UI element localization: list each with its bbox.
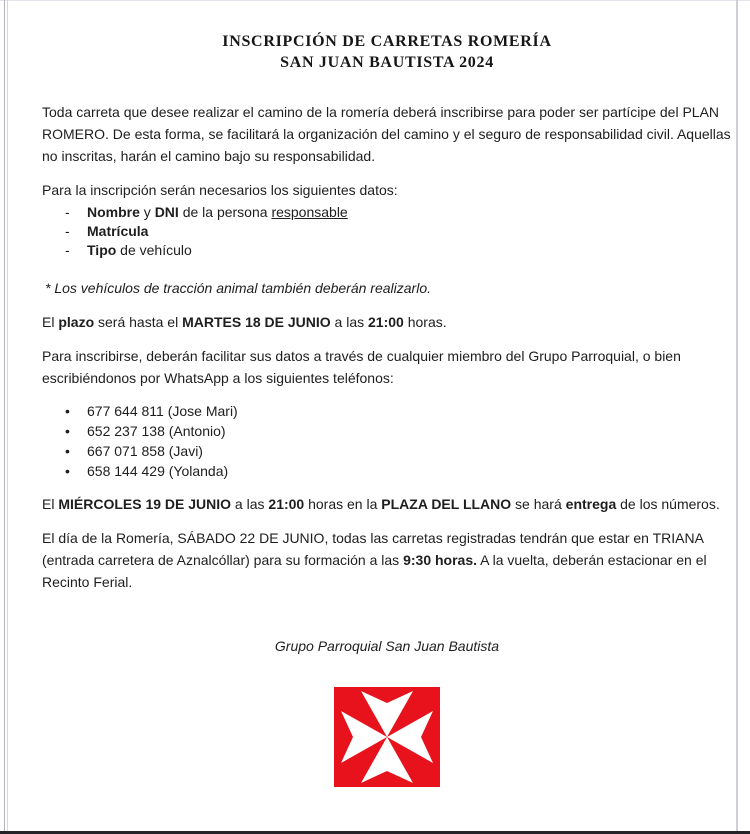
text-segment: a las: [231, 496, 269, 512]
text-segment: A la vuelta, deberán estacionar en el Recinto Ferial.: [42, 552, 707, 590]
phone-item: [42, 461, 732, 481]
phone-list: [42, 401, 732, 481]
logo-container: [42, 687, 732, 793]
text-segment: entrega: [565, 496, 617, 512]
signature-line: [42, 635, 732, 657]
requirement-item: [42, 222, 732, 241]
bullet-marker: •: [65, 403, 70, 419]
list-item-text: [87, 401, 238, 421]
text-segment: Nombre: [87, 204, 140, 220]
text-segment: * Los vehículos de tracción animal también deberán realizarlo.: [45, 280, 431, 296]
text-segment: DNI: [154, 204, 179, 220]
phone-item: [42, 421, 732, 441]
requirement-item: [42, 241, 732, 260]
text-segment: 21:00: [368, 314, 404, 330]
text-segment: será hasta el: [94, 314, 183, 330]
bullet-marker: •: [65, 423, 70, 439]
animal-traction-note: [42, 277, 732, 299]
document-body: [42, 101, 732, 657]
title-line-2: SAN JUAN BAUTISTA 2024: [280, 54, 494, 71]
list-item-text: [87, 241, 192, 260]
list-item-text: [87, 203, 348, 222]
text-segment: horas en la: [304, 496, 382, 512]
text-segment: El: [42, 314, 59, 330]
text-segment: plazo: [58, 314, 95, 330]
text-segment: a las: [330, 314, 369, 330]
bullet-marker: •: [65, 463, 70, 479]
text-segment: 658 144 429 (Yolanda): [87, 463, 229, 479]
text-segment: Grupo Parroquial San Juan Bautista: [274, 638, 500, 654]
text-segment: MARTES 18 DE JUNIO: [182, 314, 331, 330]
maltese-cross-logo: [334, 687, 440, 787]
dash-marker: -: [65, 223, 70, 239]
document-title: [42, 0, 732, 73]
text-segment: de los números.: [616, 496, 720, 512]
text-segment: Toda carreta que desee realizar el camino de la romería deberá inscribirse para poder ser partícipe del PLAN ROMERO. De esta forma, se facilitará la organización del camino y el seguro de responsabilidad civil. Aquellas no inscritas, harán el camino bajo su responsabilidad.: [42, 104, 731, 164]
text-segment: MIÉRCOLES 19 DE JUNIO: [58, 496, 232, 512]
dash-marker: -: [65, 204, 70, 220]
text-segment: El: [42, 496, 59, 512]
text-segment: de la persona: [178, 204, 272, 220]
required-data-paragraph: [42, 179, 732, 201]
text-segment: responsable: [271, 204, 348, 220]
text-segment: El día de la Romería, SÁBADO 22 DE JUNIO, todas las carretas registradas tendrán que estar en TRIANA (entrada carretera de Aznalcóllar) para su formación a las: [42, 530, 704, 568]
text-segment: 21:00: [268, 496, 305, 512]
maltese-cross-icon: [334, 687, 440, 787]
required-data-list: [42, 203, 732, 260]
phone-item: [42, 441, 732, 461]
requirement-item: [42, 203, 732, 222]
how-to-register-paragraph: [42, 345, 732, 389]
list-item-text: [87, 441, 203, 461]
text-segment: se hará: [511, 496, 566, 512]
text-segment: 652 237 138 (Antonio): [87, 423, 226, 439]
deadline-paragraph: [42, 311, 732, 333]
romeria-day-paragraph: [42, 527, 732, 593]
intro-paragraph: [42, 101, 732, 167]
list-item-text: [87, 222, 148, 241]
text-segment: y: [139, 204, 155, 220]
text-segment: PLAZA DEL LLANO: [381, 496, 512, 512]
text-segment: de vehículo: [116, 242, 192, 258]
phone-item: [42, 401, 732, 421]
title-line-1: INSCRIPCIÓN DE CARRETAS ROMERÍA: [222, 33, 552, 50]
text-segment: horas.: [403, 314, 447, 330]
bullet-marker: •: [65, 443, 70, 459]
list-item-text: [87, 421, 226, 441]
list-item-text: [87, 461, 228, 481]
text-segment: 677 644 811 (Jose Mari): [87, 403, 238, 419]
text-segment: 9:30 horas.: [403, 552, 478, 568]
text-segment: Para la inscripción serán necesarios los siguientes datos:: [42, 182, 398, 198]
text-segment: Matrícula: [87, 223, 149, 239]
text-segment: Tipo: [87, 242, 117, 258]
text-segment: Para inscribirse, deberán facilitar sus datos a través de cualquier miembro del Grupo Parroquial, o bien escribiéndonos por WhatsApp a los siguientes teléfonos:: [42, 348, 681, 386]
dash-marker: -: [65, 242, 70, 258]
text-segment: 667 071 858 (Javi): [87, 443, 203, 459]
numbers-delivery-paragraph: [42, 493, 732, 515]
